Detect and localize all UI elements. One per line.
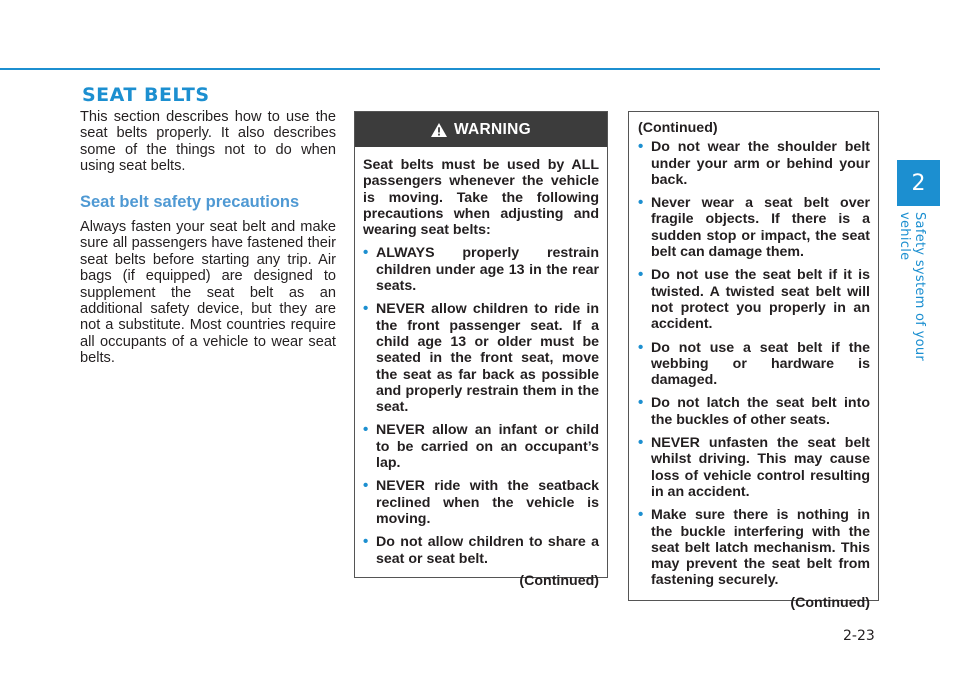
- list-item: • Do not wear the shoulder belt under your arm or behind your back.: [638, 139, 870, 188]
- list-item: • NEVER unfasten the seat belt whilst driving. This may cause loss of vehicle control resulting in an accident.: [638, 435, 870, 500]
- warning-triangle-icon: [431, 123, 447, 137]
- continued-bullet-list: [638, 139, 870, 588]
- list-item: • NEVER ride with the seatback reclined when the vehicle is moving.: [363, 478, 599, 527]
- list-item: • NEVER allow an infant or child to be carried on an occupant’s lap.: [363, 422, 599, 471]
- chapter-title: Safety system of your vehicle: [897, 212, 927, 362]
- warning-title: WARNING: [453, 120, 531, 138]
- continued-body: [629, 112, 878, 611]
- warning-bullet-list: [363, 245, 599, 566]
- list-item: • Do not use the seat belt if it is twisted. A twisted seat belt will not protect you properly in an accident.: [638, 267, 870, 332]
- continued-heading: (Continued): [638, 120, 718, 136]
- precautions-paragraph: Always fasten your seat belt and make sure all passengers have fastened their seat belts before starting any trip. Air bags (if equipped) are designed to supplement the seat belt as an additional safety device, but they are not a substitute. Most countries require all occupants of a vehicle to wear seat belts.: [80, 219, 336, 367]
- warning-intro: Seat belts must be used by ALL passengers whenever the vehicle is moving. Take the following precautions when adjusting and wearing seat belts:: [363, 157, 599, 239]
- continued-box: [628, 111, 879, 611]
- intro-paragraph: This section describes how to use the seat belts properly. It also describes some of the things not to do when using seat belts.: [80, 109, 336, 175]
- list-item: • Make sure there is nothing in the buckle interfering with the seat belt latch mechanism. This may prevent the seat belt from fastening securely.: [638, 507, 870, 588]
- list-item: • Do not use a seat belt if the webbing or hardware is damaged.: [638, 340, 870, 389]
- continued-box-continued-label: (Continued): [790, 594, 870, 611]
- page-number: 2-23: [843, 628, 875, 644]
- warning-header: [355, 112, 607, 147]
- chapter-tab: 2: [897, 160, 940, 206]
- left-column: [80, 109, 336, 367]
- list-item: • Never wear a seat belt over fragile objects. If there is a sudden stop or impact, the seat belt can damage them.: [638, 195, 870, 260]
- list-item: • Do not allow children to share a seat or seat belt.: [363, 534, 599, 567]
- list-item: • NEVER allow children to ride in the front passenger seat. If a child age 13 or older must be seated in the front seat, move the seat as far back as possible and properly restrain them in the seat.: [363, 301, 599, 415]
- list-item: • ALWAYS properly restrain children under age 13 in the rear seats.: [363, 245, 599, 294]
- top-rule: [0, 68, 880, 70]
- warning-continued-label: (Continued): [519, 572, 599, 589]
- list-item: • Do not latch the seat belt into the buckles of other seats.: [638, 395, 870, 428]
- section-title: SEAT BELTS: [82, 84, 210, 106]
- warning-body: [355, 147, 607, 589]
- subheading: Seat belt safety precautions: [80, 192, 300, 211]
- warning-box: [354, 111, 608, 589]
